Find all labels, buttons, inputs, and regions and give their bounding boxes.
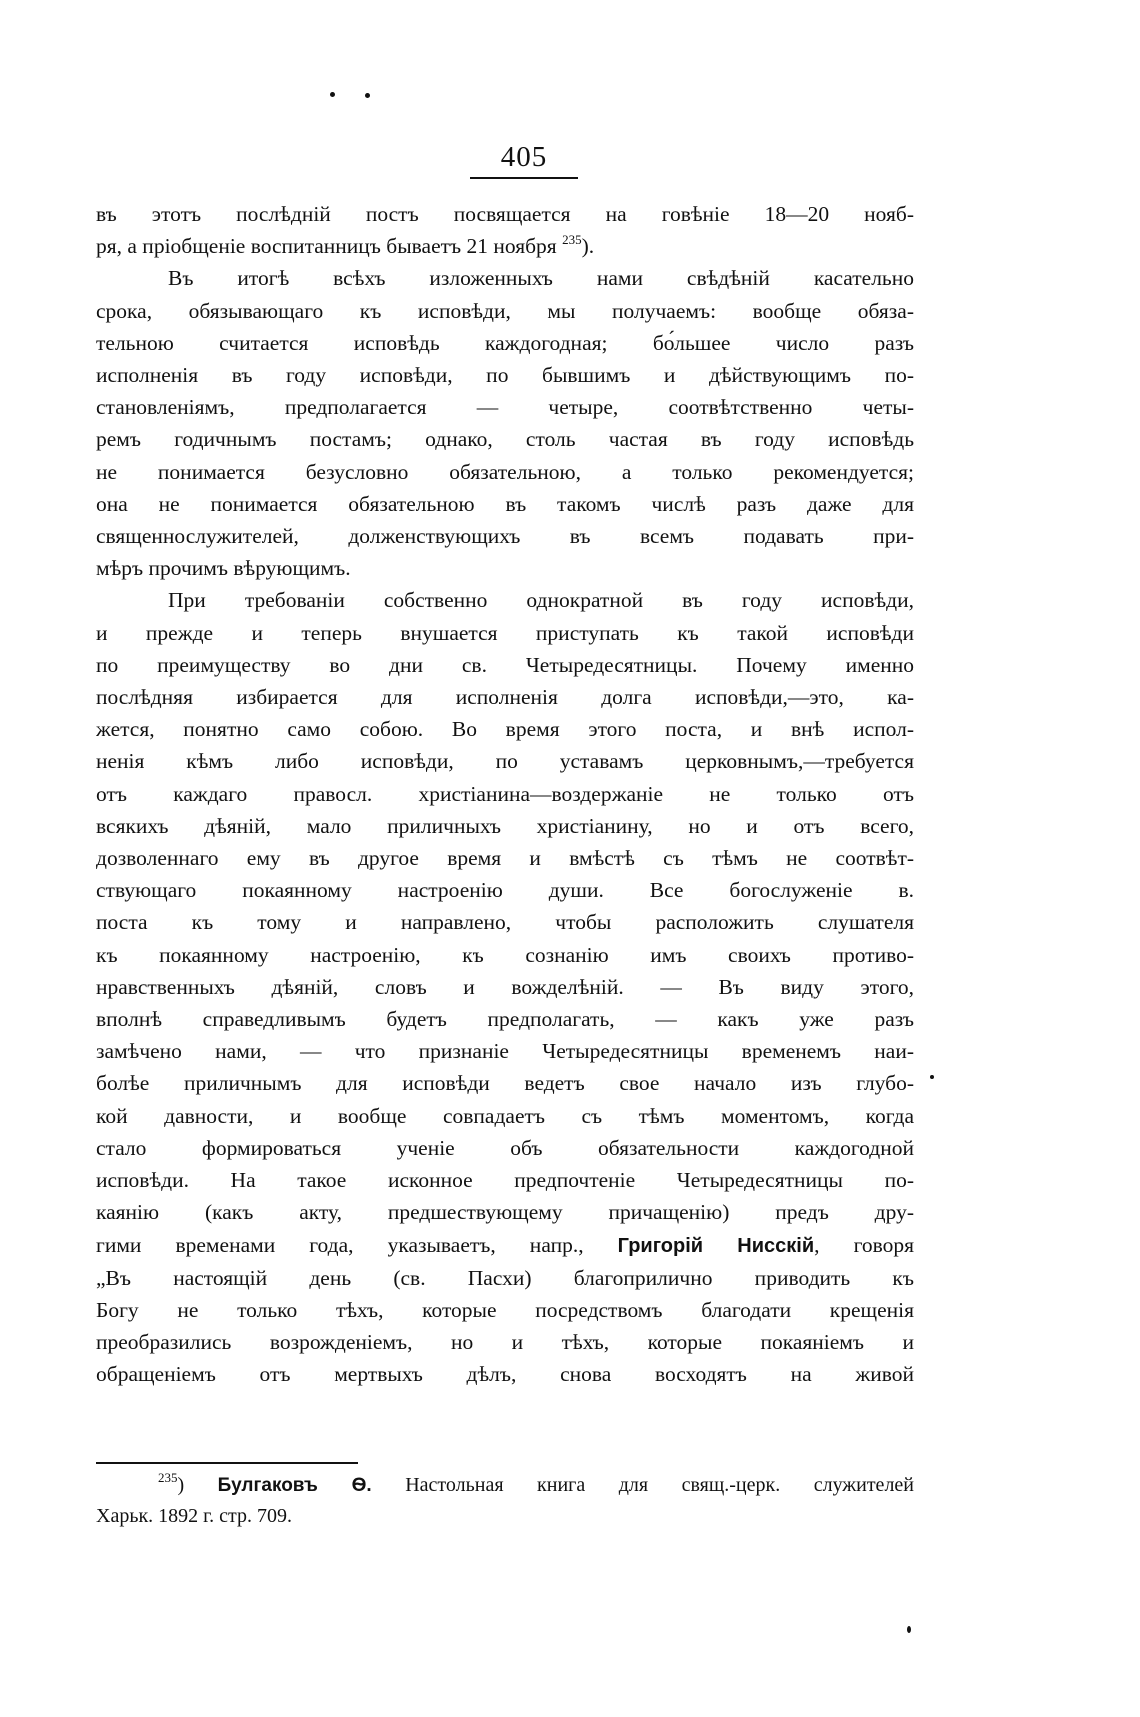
paragraph-4	[96, 1229, 914, 1391]
text-line: тельною считается исповѣдь каждогодная; бо́льшее число разъ	[96, 330, 914, 355]
text-line: ремъ годичнымъ постамъ; однако, столь частая въ году исповѣдь	[96, 427, 914, 452]
text-line: священнослужителей, долженствующихъ въ всемъ подавать при-	[96, 524, 914, 549]
text-line: послѣдняя избирается для исполненія долга исповѣди,—это, ка-	[96, 685, 914, 710]
footnote-reference[interactable]: 235	[562, 232, 582, 248]
paragraph-1	[96, 198, 914, 262]
body-text	[96, 198, 914, 1391]
print-speck	[907, 1626, 911, 1633]
page-number: 405	[500, 141, 548, 173]
text-line: отъ каждаго правосл. христіанина—воздержаніе не только отъ	[96, 781, 914, 806]
text-line: всякихъ дѣяній, мало приличныхъ христіанину, но и отъ всего,	[96, 813, 914, 838]
text-line	[96, 230, 914, 262]
footnote-author: Булгаковъ Ѳ.	[217, 1475, 372, 1496]
print-speck	[365, 93, 370, 98]
footnote-marker: 235	[158, 1470, 178, 1485]
text-line: къ покаянному настроенію, къ сознанію имъ своихъ противо-	[96, 942, 914, 967]
paragraph-3	[96, 584, 914, 1228]
text-line: жется, понятно само собою. Во время этого поста, и внѣ испол-	[96, 717, 914, 742]
text-line: преобразились возрожденіемъ, но и тѣхъ, которые покаяніемъ и	[96, 1330, 914, 1355]
text-line: каянію (какъ акту, предшествующему причащенію) предъ дру-	[96, 1200, 914, 1225]
footnote-line: $^{235}$) Булгаковъ Ѳ. Настольная книга для свящ.-церк. служителей	[158, 1470, 914, 1496]
text-line: замѣчено нами, — что признаніе Четыредесятницы временемъ наи-	[96, 1039, 914, 1064]
text-line: Богу не только тѣхъ, которые посредствомъ благодати крещенія	[96, 1297, 914, 1322]
text-line: она не понимается обязательною въ такомъ числѣ разъ даже для	[96, 491, 914, 516]
footnote-title: Настольная книга для свящ.-церк. служителей	[405, 1474, 914, 1496]
footnote-line: Харьк. 1892 г. стр. 709.	[96, 1505, 292, 1527]
text-line-tail: , говоря	[814, 1232, 914, 1257]
text-line: срока, обязывающаго къ исповѣди, мы получаемъ: вообще обяза-	[96, 298, 914, 323]
text-line: вполнѣ справедливымъ будетъ предполагать, — какъ уже разъ	[96, 1007, 914, 1032]
text-line: становленіямъ, предполагается — четыре, соотвѣтственно четы-	[96, 395, 914, 420]
text-line: обращеніемъ отъ мертвыхъ дѣлъ, снова восходятъ на живой	[96, 1362, 914, 1387]
text-line: Въ итогѣ всѣхъ изложенныхъ нами свѣдѣній касательно	[168, 266, 914, 291]
text-line: мѣръ прочимъ вѣрующимъ.	[96, 556, 351, 581]
text-line: и прежде и теперь внушается приступать къ такой исповѣди	[96, 620, 914, 645]
text-line: ствующаго покаянному настроенію души. Все богослуженіе в.	[96, 878, 914, 903]
paragraph-2	[96, 262, 914, 584]
print-speck	[930, 1075, 934, 1079]
text-line: поста къ тому и направлено, чтобы расположить слушателя	[96, 910, 914, 935]
text-line: ненія кѣмъ либо исповѣди, по уставамъ церковнымъ,—требуется	[96, 749, 914, 774]
text-line: нравственныхъ дѣяній, словъ и вожделѣній. — Въ виду этого,	[96, 974, 914, 999]
page-number-rule	[470, 177, 578, 179]
text-line	[96, 1229, 914, 1262]
text-line: исполненія въ году исповѣди, по бывшимъ и дѣйствующимъ по-	[96, 363, 914, 388]
text-line: исповѣди. На такое исконное предпочтеніе Четыредесятницы по-	[96, 1168, 914, 1193]
text-line: „Въ настоящій день (св. Пасхи) благоприлично приводить къ	[96, 1265, 914, 1290]
text-line: При требованіи собственно однократной въ году исповѣди,	[168, 588, 914, 613]
text-line: въ этотъ послѣдній постъ посвящается на говѣніе 18—20 нояб-	[96, 202, 914, 226]
text-line: не понимается безусловно обязательною, а только рекомендуется;	[96, 459, 914, 484]
print-speck	[330, 92, 335, 97]
text-line: кой давности, и вообще совпадаетъ съ тѣмъ моментомъ, когда	[96, 1103, 914, 1128]
text-line: по преимуществу во дни св. Четыредесятницы. Почему именно	[96, 652, 914, 677]
text-line: болѣе приличнымъ для исповѣди ведетъ свое начало изъ глубо-	[96, 1071, 914, 1096]
text-line: стало формироваться ученіе объ обязательности каждогодной	[96, 1135, 914, 1160]
footnote-rule	[96, 1462, 358, 1464]
text-line-content: гими временами года, указываетъ, напр.,	[96, 1232, 584, 1257]
text-line-content: ря, а пріобщеніе воспитанницъ бываетъ 21 ноября	[96, 234, 557, 259]
text-line-tail: ).	[581, 234, 595, 259]
footnote	[96, 1470, 914, 1531]
text-line: дозволеннаго ему въ другое время и вмѣстѣ съ тѣмъ не соотвѣт-	[96, 846, 914, 871]
author-name-bold: Григорій Нисскій	[617, 1234, 815, 1257]
